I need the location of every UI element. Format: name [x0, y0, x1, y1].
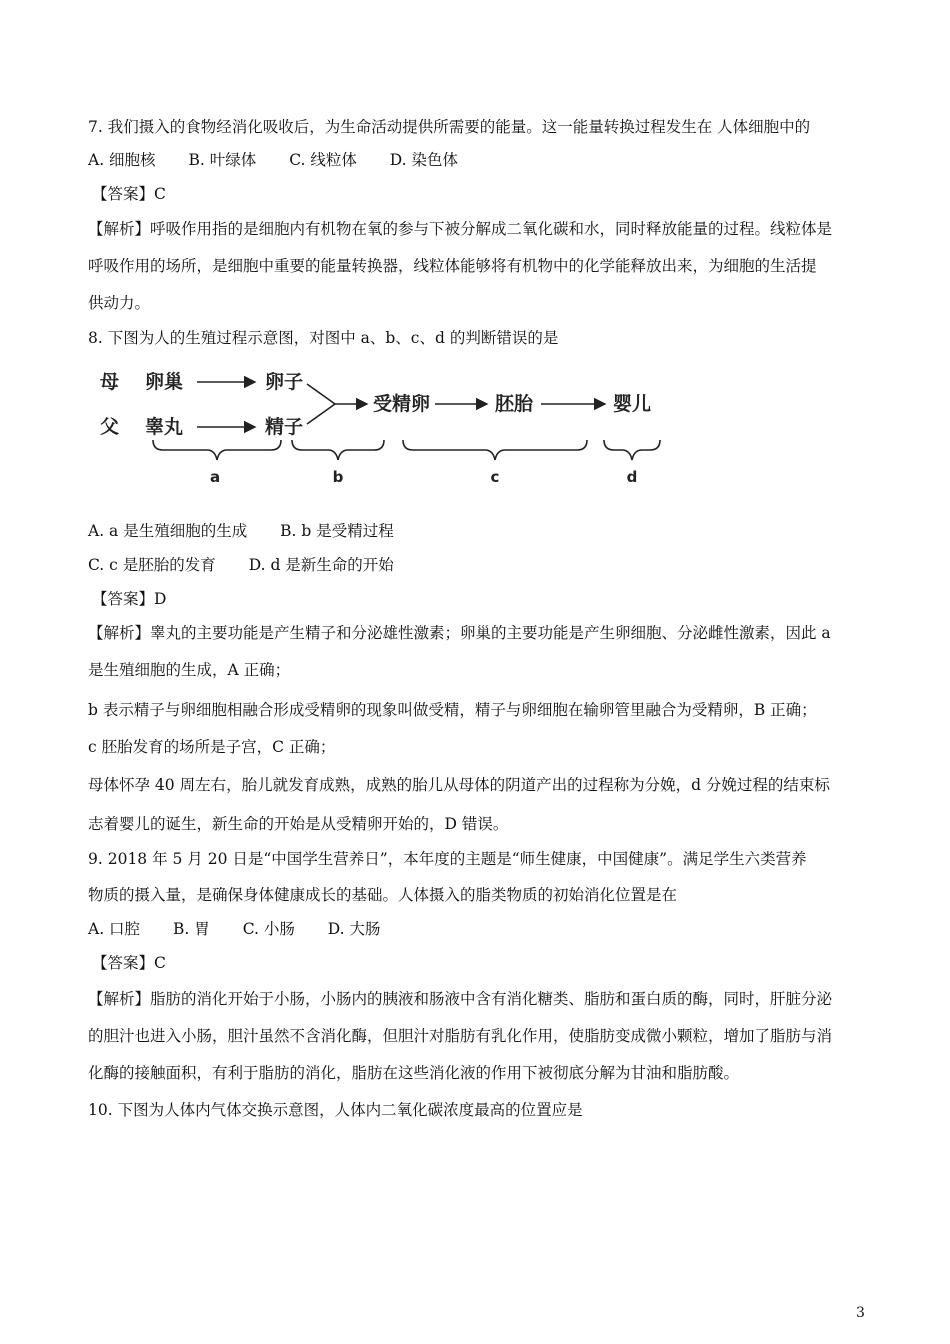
- diagram-baby: 婴儿: [613, 393, 652, 415]
- q8-analysis-6: 志着婴儿的诞生，新生命的开始是从受精卵开始的，D 错误。: [88, 815, 509, 833]
- label-a: a: [209, 468, 221, 486]
- q7-option-b: B. 叶绿体: [188, 151, 257, 169]
- diagram-ovary: 卵巢: [145, 371, 184, 393]
- q7-answer: 【答案】C: [92, 185, 166, 203]
- q9-option-c: C. 小肠: [242, 920, 295, 938]
- q7-analysis-2: 呼吸作用的场所，是细胞中重要的能量转换器，线粒体能够将有机物中的化学能释放出来，为细胞的生活提: [88, 257, 817, 275]
- q8-analysis-1: 【解析】睾丸的主要功能是产生精子和分泌雄性激素；卵巢的主要功能是产生卵细胞、分泌雌性激素，因此 a: [88, 624, 831, 642]
- q9-analysis-2: 的胆汁也进入小肠，胆汁虽然不含消化酶，但胆汁对脂肪有乳化作用，使脂肪变成微小颗粒，增加了脂肪与消: [88, 1027, 833, 1045]
- brace-a: [153, 440, 281, 460]
- q7-option-c: C. 线粒体: [289, 151, 357, 169]
- label-d: d: [626, 468, 638, 486]
- diagram-father: 父: [100, 416, 120, 438]
- q9-option-a: A. 口腔: [88, 920, 141, 938]
- q9-analysis-3: 化酶的接触面积，有利于脂肪的消化，脂肪在这些消化液的作用下被彻底分解为甘油和脂肪酸。: [88, 1064, 740, 1082]
- brace-b: [292, 440, 384, 460]
- q9-options: [88, 919, 409, 939]
- diagram-egg: 卵子: [265, 371, 304, 393]
- diagram-sperm: 精子: [265, 416, 304, 438]
- diagram-mother: 母: [100, 371, 120, 393]
- q8-option-c: C. c 是胚胎的发育: [88, 556, 216, 574]
- reproduction-diagram: [95, 360, 675, 490]
- q8-options-row1: [88, 521, 422, 541]
- q8-stem: 8. 下图为人的生殖过程示意图，对图中 a、b、c、d 的判断错误的是: [88, 329, 559, 347]
- q8-option-b: B. b 是受精过程: [280, 522, 394, 540]
- label-c: c: [490, 468, 500, 486]
- q8-analysis-2: 是生殖细胞的生成，A 正确；: [88, 661, 291, 679]
- q7-options: [88, 150, 486, 170]
- q7-stem: 7. 我们摄入的食物经消化吸收后，为生命活动提供所需要的能量。这一能量转换过程发生在 人体细胞中的: [88, 118, 811, 136]
- q7-analysis-1: 【解析】呼吸作用指的是细胞内有机物在氧的参与下被分解成二氧化碳和水，同时释放能量的过程。线粒体是: [88, 220, 833, 238]
- brace-d: [604, 440, 660, 460]
- q9-analysis-1: 【解析】脂肪的消化开始于小肠，小肠内的胰液和肠液中含有消化糖类、脂肪和蛋白质的酶，同时，肝脏分泌: [88, 990, 833, 1008]
- q8-options-row2: [88, 555, 422, 575]
- diagram-embryo: 胚胎: [495, 393, 534, 415]
- brace-c: [403, 440, 587, 460]
- q9-option-b: B. 胃: [173, 920, 210, 938]
- q8-answer: 【答案】D: [92, 590, 167, 608]
- q9-stem-1: 9. 2018 年 5 月 20 日是“中国学生营养日”，本年度的主题是“师生健康，中国健康”。满足学生六类营养: [88, 850, 807, 868]
- q7-analysis-3: 供动力。: [88, 294, 151, 312]
- q9-option-d: D. 大肠: [327, 920, 381, 938]
- q8-analysis-3: b 表示精子与卵细胞相融合形成受精卵的现象叫做受精，精子与卵细胞在输卵管里融合为受精卵，B 正确；: [88, 701, 817, 719]
- q8-option-a: A. a 是生殖细胞的生成: [88, 522, 248, 540]
- q7-option-d: D. 染色体: [389, 151, 459, 169]
- q8-option-d: D. d 是新生命的开始: [248, 556, 394, 574]
- diagram-zygote: 受精卵: [373, 393, 431, 415]
- q9-answer: 【答案】C: [92, 954, 166, 972]
- q8-analysis-5: 母体怀孕 40 周左右，胎儿就发育成熟，成熟的胎儿从母体的阴道产出的过程称为分娩，d 分娩过程的结束标: [88, 776, 830, 794]
- merge-lines: [307, 384, 335, 424]
- q8-analysis-4: c 胚胎发育的场所是子宫，C 正确；: [88, 738, 336, 756]
- page-number: 3: [856, 1305, 865, 1321]
- diagram-testis: 睾丸: [145, 416, 184, 438]
- label-b: b: [332, 468, 344, 486]
- q9-stem-2: 物质的摄入量，是确保身体健康成长的基础。人体摄入的脂类物质的初始消化位置是在: [88, 886, 678, 904]
- q10-stem: 10. 下图为人体内气体交换示意图，人体内二氧化碳浓度最高的位置应是: [88, 1101, 583, 1119]
- q7-option-a: A. 细胞核: [88, 151, 156, 169]
